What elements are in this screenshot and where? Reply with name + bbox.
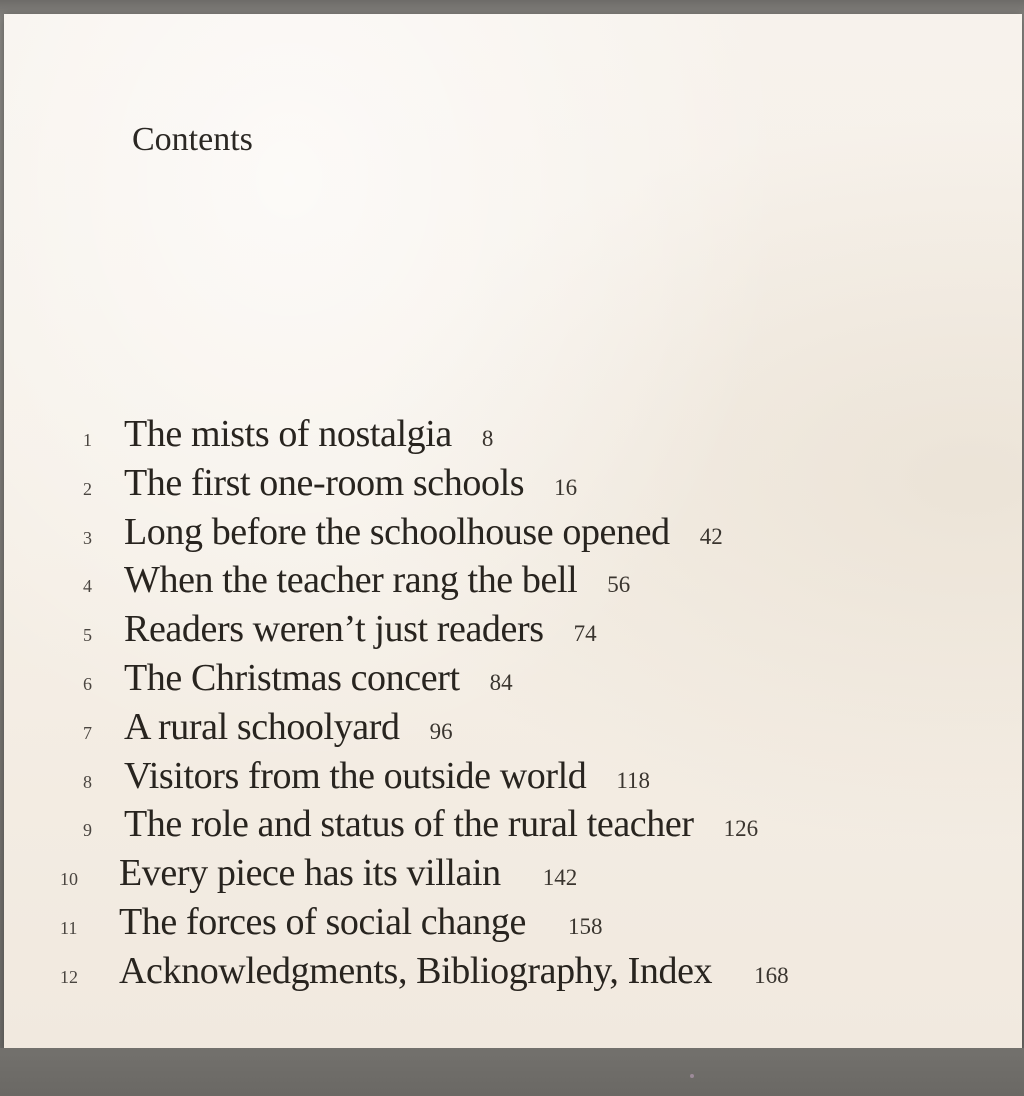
chapter-number: 8 xyxy=(83,771,92,792)
toc-entry xyxy=(48,752,988,801)
dust-speck xyxy=(690,1074,694,1078)
chapter-number: 5 xyxy=(83,625,92,646)
chapter-number: 7 xyxy=(83,722,92,743)
toc-entry xyxy=(48,654,988,703)
chapter-title: The first one-room schools xyxy=(124,461,525,504)
book-page xyxy=(4,14,1022,1048)
chapter-title: Acknowledgments, Bibliography, Index xyxy=(119,949,713,992)
toc-entry xyxy=(48,898,988,947)
page-number: 96 xyxy=(429,718,453,744)
chapter-title: When the teacher rang the bell xyxy=(124,559,578,602)
toc-entry xyxy=(48,508,988,557)
chapter-number: 1 xyxy=(83,430,92,450)
chapter-title: Long before the schoolhouse opened xyxy=(124,510,670,553)
page-number: 168 xyxy=(754,962,789,988)
chapter-number: 12 xyxy=(60,966,78,987)
page-number: 42 xyxy=(699,523,723,549)
page-number: 142 xyxy=(542,865,578,891)
chapter-title: Visitors from the outside world xyxy=(124,754,587,797)
chapter-number: 6 xyxy=(83,673,92,694)
page-number: 16 xyxy=(554,474,578,500)
page-number: 158 xyxy=(568,913,603,939)
toc-entry xyxy=(48,703,988,752)
chapter-title: The forces of social change xyxy=(119,900,526,943)
toc-entry xyxy=(48,410,988,459)
chapter-number: 10 xyxy=(60,869,78,890)
surface-edge xyxy=(0,1048,1024,1096)
chapter-title: The role and status of the rural teacher xyxy=(124,803,694,846)
toc-entry xyxy=(48,849,988,898)
toc-entry xyxy=(48,459,988,508)
chapter-title: The Christmas concert xyxy=(124,656,460,699)
page-number: 118 xyxy=(616,767,651,793)
chapter-number: 3 xyxy=(83,527,92,548)
page-title: Contents xyxy=(132,121,253,158)
chapter-number: 11 xyxy=(60,917,78,938)
chapter-title: Readers weren’t just readers xyxy=(124,608,544,651)
toc-entry xyxy=(48,800,988,849)
chapter-number: 9 xyxy=(83,820,92,841)
chapter-title: A rural schoolyard xyxy=(124,705,400,748)
page-number: 84 xyxy=(489,669,513,695)
table-of-contents xyxy=(48,410,988,996)
toc-entry xyxy=(48,605,988,654)
toc-entry xyxy=(48,556,988,605)
chapter-title: Every piece has its villain xyxy=(119,852,501,895)
chapter-number: 2 xyxy=(83,478,92,499)
page-number: 74 xyxy=(573,621,597,647)
page-number: 56 xyxy=(607,572,631,598)
chapter-title: The mists of nostalgia xyxy=(124,413,452,455)
page-number: 8 xyxy=(481,426,494,451)
toc-entry xyxy=(48,947,988,996)
chapter-number: 4 xyxy=(83,576,92,597)
page-number: 126 xyxy=(723,816,759,842)
